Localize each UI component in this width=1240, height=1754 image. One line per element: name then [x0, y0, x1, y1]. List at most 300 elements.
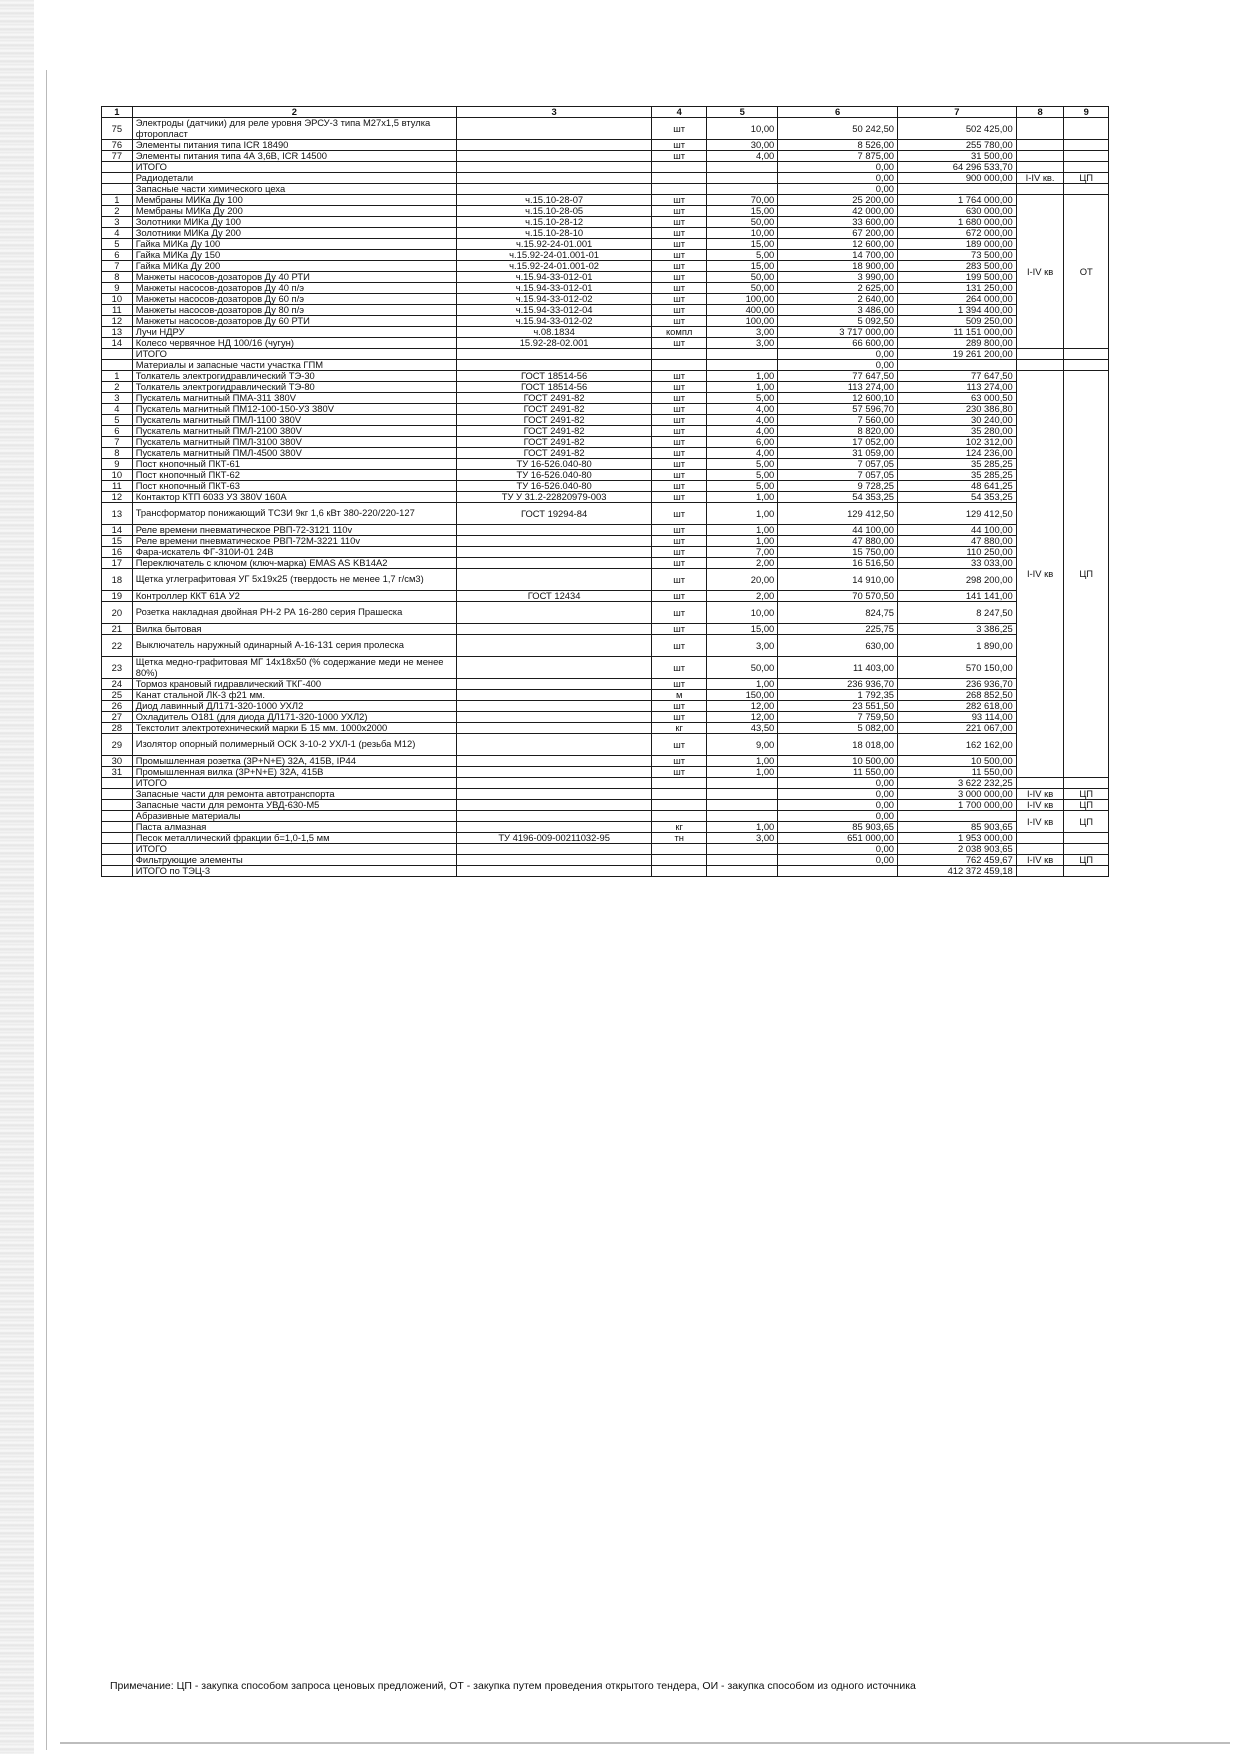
column-header: 5 — [707, 107, 778, 118]
unit-price-cell: 14 910,00 — [778, 569, 898, 591]
quantity-cell: 1,00 — [707, 767, 778, 778]
standard-cell — [457, 679, 652, 690]
total-cell — [898, 360, 1017, 371]
total-cell: 230 386,80 — [898, 404, 1017, 415]
standard-cell — [457, 547, 652, 558]
period-cell — [1016, 844, 1064, 855]
total-cell: 282 618,00 — [898, 701, 1017, 712]
unit-price-cell: 8 820,00 — [778, 426, 898, 437]
item-name: Реле времени пневматическое РВП-72-3121 110v — [132, 525, 456, 536]
quantity-cell: 15,00 — [707, 261, 778, 272]
standard-cell — [457, 184, 652, 195]
standard-cell — [457, 778, 652, 789]
item-name: Пост кнопочный ПКТ-62 — [132, 470, 456, 481]
period-cell — [1016, 866, 1064, 877]
row-number — [102, 162, 133, 173]
row-number: 1 — [102, 195, 133, 206]
row-number: 27 — [102, 712, 133, 723]
quantity-cell: 400,00 — [707, 305, 778, 316]
unit-price-cell: 85 903,65 — [778, 822, 898, 833]
table-row — [102, 734, 1109, 756]
method-cell — [1064, 118, 1109, 140]
unit-cell — [652, 778, 707, 789]
table-row — [102, 778, 1109, 789]
unit-cell: шт — [652, 712, 707, 723]
item-name: Абразивные материалы — [132, 811, 456, 822]
method-cell — [1064, 360, 1109, 371]
unit-price-cell: 7 759,50 — [778, 712, 898, 723]
total-cell: 509 250,00 — [898, 316, 1017, 327]
quantity-cell: 9,00 — [707, 734, 778, 756]
standard-cell: ч.15.94-33-012-02 — [457, 294, 652, 305]
quantity-cell: 3,00 — [707, 635, 778, 657]
quantity-cell: 50,00 — [707, 217, 778, 228]
item-name: Материалы и запасные части участка ГПМ — [132, 360, 456, 371]
quantity-cell: 1,00 — [707, 822, 778, 833]
table-row — [102, 536, 1109, 547]
total-cell: 93 114,00 — [898, 712, 1017, 723]
table-row — [102, 503, 1109, 525]
total-cell: 1 680 000,00 — [898, 217, 1017, 228]
footnote: Примечание: ЦП - закупка способом запроса ценовых предложений, ОТ - закупка путем проведения открытого тендера, ОИ - закупка способом из одного источника — [110, 1680, 916, 1692]
item-name: Пост кнопочный ПКТ-63 — [132, 481, 456, 492]
unit-cell: шт — [652, 503, 707, 525]
column-header: 8 — [1016, 107, 1064, 118]
table-row — [102, 624, 1109, 635]
period-cell — [1016, 833, 1064, 844]
unit-cell: кг — [652, 822, 707, 833]
row-number: 16 — [102, 547, 133, 558]
table-row — [102, 195, 1109, 206]
unit-cell: шт — [652, 459, 707, 470]
row-number: 22 — [102, 635, 133, 657]
row-number: 30 — [102, 756, 133, 767]
total-cell: 35 285,25 — [898, 470, 1017, 481]
standard-cell: ч.08.1834 — [457, 327, 652, 338]
row-number: 10 — [102, 470, 133, 481]
unit-price-cell: 14 700,00 — [778, 250, 898, 261]
item-name: Канат стальной ЛК-3 ф21 мм. — [132, 690, 456, 701]
total-cell: 11 151 000,00 — [898, 327, 1017, 338]
unit-cell — [652, 173, 707, 184]
column-header: 3 — [457, 107, 652, 118]
total-cell: 762 459,67 — [898, 855, 1017, 866]
period-cell — [1016, 349, 1064, 360]
total-cell: 255 780,00 — [898, 140, 1017, 151]
total-cell: 129 412,50 — [898, 503, 1017, 525]
standard-cell: ч.15.10-28-10 — [457, 228, 652, 239]
unit-price-cell: 0,00 — [778, 800, 898, 811]
unit-cell: шт — [652, 525, 707, 536]
unit-cell: шт — [652, 393, 707, 404]
method-cell — [1064, 151, 1109, 162]
standard-cell: ч.15.92-24-01.001 — [457, 239, 652, 250]
quantity-cell: 7,00 — [707, 547, 778, 558]
unit-price-cell: 0,00 — [778, 855, 898, 866]
row-number: 77 — [102, 151, 133, 162]
table-row — [102, 723, 1109, 734]
quantity-cell: 4,00 — [707, 404, 778, 415]
standard-cell — [457, 349, 652, 360]
table-row — [102, 756, 1109, 767]
quantity-cell: 5,00 — [707, 250, 778, 261]
standard-cell: ч.15.94-33-012-01 — [457, 272, 652, 283]
table-row — [102, 767, 1109, 778]
row-number: 31 — [102, 767, 133, 778]
item-name: Запасные части для ремонта автотранспорта — [132, 789, 456, 800]
total-cell: 162 162,00 — [898, 734, 1017, 756]
standard-cell: ч.15.92-24-01.001-01 — [457, 250, 652, 261]
row-number — [102, 349, 133, 360]
quantity-cell: 6,00 — [707, 437, 778, 448]
standard-cell — [457, 118, 652, 140]
table-row — [102, 470, 1109, 481]
quantity-cell: 100,00 — [707, 294, 778, 305]
row-number — [102, 778, 133, 789]
row-number — [102, 800, 133, 811]
standard-cell — [457, 811, 652, 822]
row-number: 25 — [102, 690, 133, 701]
standard-cell: ч.15.10-28-12 — [457, 217, 652, 228]
column-header: 2 — [132, 107, 456, 118]
row-number: 12 — [102, 316, 133, 327]
unit-price-cell: 651 000,00 — [778, 833, 898, 844]
item-name: Манжеты насосов-дозаторов Ду 40 РТИ — [132, 272, 456, 283]
table-row — [102, 558, 1109, 569]
standard-cell: ТУ 16-526.040-80 — [457, 481, 652, 492]
unit-cell: шт — [652, 195, 707, 206]
quantity-cell — [707, 173, 778, 184]
unit-price-cell: 16 516,50 — [778, 558, 898, 569]
item-name: Пост кнопочный ПКТ-61 — [132, 459, 456, 470]
unit-cell: шт — [652, 283, 707, 294]
row-number — [102, 844, 133, 855]
quantity-cell: 2,00 — [707, 558, 778, 569]
quantity-cell — [707, 800, 778, 811]
table-row — [102, 811, 1109, 822]
unit-price-cell: 113 274,00 — [778, 382, 898, 393]
method-cell — [1064, 162, 1109, 173]
row-number: 24 — [102, 679, 133, 690]
unit-cell: шт — [652, 217, 707, 228]
unit-price-cell: 15 750,00 — [778, 547, 898, 558]
table-row — [102, 305, 1109, 316]
standard-cell — [457, 624, 652, 635]
item-name: Манжеты насосов-дозаторов Ду 60 п/э — [132, 294, 456, 305]
unit-price-cell: 7 560,00 — [778, 415, 898, 426]
unit-cell: шт — [652, 547, 707, 558]
table-row — [102, 591, 1109, 602]
standard-cell — [457, 558, 652, 569]
item-name: ИТОГО — [132, 349, 456, 360]
table-row — [102, 393, 1109, 404]
table-row — [102, 855, 1109, 866]
standard-cell — [457, 767, 652, 778]
total-cell: 236 936,70 — [898, 679, 1017, 690]
item-name: ИТОГО по ТЭЦ-3 — [132, 866, 456, 877]
standard-cell: ГОСТ 2491-82 — [457, 448, 652, 459]
standard-cell: ГОСТ 2491-82 — [457, 426, 652, 437]
item-name: Фара-искатель ФГ-310И-01 24В — [132, 547, 456, 558]
item-name: Трансформатор понижающий ТСЗИ 9кг 1,6 кВт 380-220/220-127 — [132, 503, 456, 525]
item-name: Радиодетали — [132, 173, 456, 184]
quantity-cell — [707, 866, 778, 877]
item-name: Лучи НДРУ — [132, 327, 456, 338]
total-cell: 44 100,00 — [898, 525, 1017, 536]
scan-bottom-edge — [60, 1742, 1230, 1744]
table-row — [102, 173, 1109, 184]
row-number: 7 — [102, 437, 133, 448]
standard-cell — [457, 140, 652, 151]
total-cell: 189 000,00 — [898, 239, 1017, 250]
table-row — [102, 371, 1109, 382]
period-cell: I-IV кв — [1016, 195, 1064, 349]
table-row — [102, 404, 1109, 415]
table-row — [102, 492, 1109, 503]
table-row — [102, 844, 1109, 855]
quantity-cell: 30,00 — [707, 140, 778, 151]
quantity-cell — [707, 778, 778, 789]
table-row — [102, 327, 1109, 338]
quantity-cell: 1,00 — [707, 371, 778, 382]
item-name: Пускатель магнитный ПМЛ-3100 380V — [132, 437, 456, 448]
unit-cell: компл — [652, 327, 707, 338]
table-row — [102, 382, 1109, 393]
total-cell: 298 200,00 — [898, 569, 1017, 591]
item-name: Толкатель электрогидравлический ТЭ-80 — [132, 382, 456, 393]
table-row — [102, 459, 1109, 470]
total-cell: 11 550,00 — [898, 767, 1017, 778]
item-name: Гайка МИКа Ду 200 — [132, 261, 456, 272]
unit-cell: шт — [652, 536, 707, 547]
table-row — [102, 228, 1109, 239]
unit-price-cell: 33 600,00 — [778, 217, 898, 228]
table-row — [102, 349, 1109, 360]
row-number: 6 — [102, 426, 133, 437]
unit-cell: шт — [652, 261, 707, 272]
item-name: Щетка медно-графитовая МГ 14х18х50 (% содержание меди не менее 80%) — [132, 657, 456, 679]
quantity-cell: 70,00 — [707, 195, 778, 206]
table-row — [102, 701, 1109, 712]
table-row — [102, 789, 1109, 800]
method-cell: ЦП — [1064, 789, 1109, 800]
table-row — [102, 569, 1109, 591]
table-row — [102, 140, 1109, 151]
row-number: 6 — [102, 250, 133, 261]
row-number — [102, 833, 133, 844]
unit-cell: шт — [652, 624, 707, 635]
unit-price-cell: 236 936,70 — [778, 679, 898, 690]
unit-price-cell: 67 200,00 — [778, 228, 898, 239]
unit-price-cell: 18 900,00 — [778, 261, 898, 272]
total-cell — [898, 811, 1017, 822]
standard-cell — [457, 866, 652, 877]
unit-price-cell: 8 526,00 — [778, 140, 898, 151]
row-number: 5 — [102, 239, 133, 250]
unit-price-cell: 5 082,00 — [778, 723, 898, 734]
total-cell: 113 274,00 — [898, 382, 1017, 393]
unit-cell: шт — [652, 734, 707, 756]
item-name: ИТОГО — [132, 778, 456, 789]
row-number: 8 — [102, 448, 133, 459]
item-name: Золотники МИКа Ду 100 — [132, 217, 456, 228]
unit-cell: м — [652, 690, 707, 701]
unit-price-cell: 5 092,50 — [778, 316, 898, 327]
quantity-cell: 3,00 — [707, 327, 778, 338]
table-row — [102, 657, 1109, 679]
quantity-cell: 1,00 — [707, 492, 778, 503]
quantity-cell: 1,00 — [707, 536, 778, 547]
unit-price-cell: 3 486,00 — [778, 305, 898, 316]
column-header: 9 — [1064, 107, 1109, 118]
total-cell: 33 033,00 — [898, 558, 1017, 569]
column-header: 4 — [652, 107, 707, 118]
method-cell — [1064, 184, 1109, 195]
item-name: Тормоз крановый гидравлический ТКГ-400 — [132, 679, 456, 690]
unit-price-cell: 824,75 — [778, 602, 898, 624]
unit-price-cell — [778, 866, 898, 877]
table-row — [102, 679, 1109, 690]
method-cell: ЦП — [1064, 800, 1109, 811]
column-header: 6 — [778, 107, 898, 118]
total-cell: 2 038 903,65 — [898, 844, 1017, 855]
table-row — [102, 283, 1109, 294]
row-number — [102, 360, 133, 371]
row-number: 4 — [102, 228, 133, 239]
unit-price-cell: 0,00 — [778, 789, 898, 800]
table-row — [102, 448, 1109, 459]
unit-cell: шт — [652, 470, 707, 481]
total-cell: 48 641,25 — [898, 481, 1017, 492]
unit-price-cell: 42 000,00 — [778, 206, 898, 217]
unit-price-cell: 18 018,00 — [778, 734, 898, 756]
table-row — [102, 162, 1109, 173]
item-name: Запасные части для ремонта УВД-630-М5 — [132, 800, 456, 811]
standard-cell — [457, 723, 652, 734]
item-name: Пускатель магнитный ПМА-311 380V — [132, 393, 456, 404]
total-cell: 1 764 000,00 — [898, 195, 1017, 206]
total-cell: 1 890,00 — [898, 635, 1017, 657]
period-cell — [1016, 140, 1064, 151]
period-cell — [1016, 162, 1064, 173]
row-number: 75 — [102, 118, 133, 140]
total-cell: 3 622 232,25 — [898, 778, 1017, 789]
standard-cell — [457, 536, 652, 547]
unit-cell: шт — [652, 140, 707, 151]
total-cell: 1 700 000,00 — [898, 800, 1017, 811]
standard-cell — [457, 822, 652, 833]
row-number — [102, 811, 133, 822]
item-name: Элементы питания типа ICR 18490 — [132, 140, 456, 151]
total-cell: 19 261 200,00 — [898, 349, 1017, 360]
unit-cell — [652, 800, 707, 811]
unit-price-cell: 0,00 — [778, 162, 898, 173]
unit-cell: шт — [652, 701, 707, 712]
standard-cell — [457, 162, 652, 173]
unit-cell: шт — [652, 426, 707, 437]
unit-price-cell: 23 551,50 — [778, 701, 898, 712]
total-cell: 47 880,00 — [898, 536, 1017, 547]
table-row — [102, 151, 1109, 162]
total-cell: 283 500,00 — [898, 261, 1017, 272]
procurement-table — [101, 106, 1109, 877]
standard-cell: ч.15.94-33-012-01 — [457, 283, 652, 294]
item-name: Текстолит электротехнический марки Б 15 мм. 1000х2000 — [132, 723, 456, 734]
unit-cell: кг — [652, 723, 707, 734]
total-cell: 35 285,25 — [898, 459, 1017, 470]
standard-cell — [457, 789, 652, 800]
quantity-cell — [707, 162, 778, 173]
table-row — [102, 800, 1109, 811]
standard-cell: ч.15.10-28-05 — [457, 206, 652, 217]
quantity-cell: 5,00 — [707, 470, 778, 481]
quantity-cell: 4,00 — [707, 448, 778, 459]
unit-cell: шт — [652, 404, 707, 415]
unit-price-cell: 7 875,00 — [778, 151, 898, 162]
column-header: 7 — [898, 107, 1017, 118]
unit-price-cell: 11 550,00 — [778, 767, 898, 778]
standard-cell: ТУ 16-526.040-80 — [457, 459, 652, 470]
unit-price-cell: 70 570,50 — [778, 591, 898, 602]
period-cell — [1016, 151, 1064, 162]
unit-cell: тн — [652, 833, 707, 844]
unit-price-cell: 2 640,00 — [778, 294, 898, 305]
total-cell: 102 312,00 — [898, 437, 1017, 448]
total-cell: 31 500,00 — [898, 151, 1017, 162]
row-number: 4 — [102, 404, 133, 415]
unit-price-cell: 225,75 — [778, 624, 898, 635]
table-row — [102, 272, 1109, 283]
row-number: 3 — [102, 217, 133, 228]
quantity-cell: 15,00 — [707, 624, 778, 635]
row-number — [102, 173, 133, 184]
unit-cell: шт — [652, 118, 707, 140]
unit-cell: шт — [652, 151, 707, 162]
unit-price-cell: 57 596,70 — [778, 404, 898, 415]
table-row — [102, 712, 1109, 723]
item-name: Электроды (датчики) для реле уровня ЭРСУ-3 типа М27х1,5 втулка фторопласт — [132, 118, 456, 140]
table-header-row — [102, 107, 1109, 118]
item-name: Песок металлический фракции б=1,0-1,5 мм — [132, 833, 456, 844]
unit-price-cell: 0,00 — [778, 184, 898, 195]
standard-cell — [457, 173, 652, 184]
standard-cell: ГОСТ 12434 — [457, 591, 652, 602]
unit-cell: шт — [652, 569, 707, 591]
table-row — [102, 866, 1109, 877]
unit-cell: шт — [652, 239, 707, 250]
row-number: 10 — [102, 294, 133, 305]
quantity-cell: 150,00 — [707, 690, 778, 701]
total-cell: 672 000,00 — [898, 228, 1017, 239]
item-name: Паста алмазная — [132, 822, 456, 833]
table-row — [102, 481, 1109, 492]
unit-price-cell: 0,00 — [778, 811, 898, 822]
unit-price-cell: 0,00 — [778, 844, 898, 855]
item-name: Розетка накладная двойная РН-2 РА 16-280 серия Прашеска — [132, 602, 456, 624]
unit-price-cell: 11 403,00 — [778, 657, 898, 679]
quantity-cell — [707, 811, 778, 822]
total-cell: 502 425,00 — [898, 118, 1017, 140]
quantity-cell: 20,00 — [707, 569, 778, 591]
row-number: 21 — [102, 624, 133, 635]
total-cell: 900 000,00 — [898, 173, 1017, 184]
item-name: Охладитель О181 (для диода ДЛ171-320-1000 УХЛ2) — [132, 712, 456, 723]
quantity-cell: 50,00 — [707, 283, 778, 294]
item-name: Колесо червячное НД 100/16 (чугун) — [132, 338, 456, 349]
method-cell — [1064, 844, 1109, 855]
unit-price-cell: 66 600,00 — [778, 338, 898, 349]
unit-cell — [652, 811, 707, 822]
